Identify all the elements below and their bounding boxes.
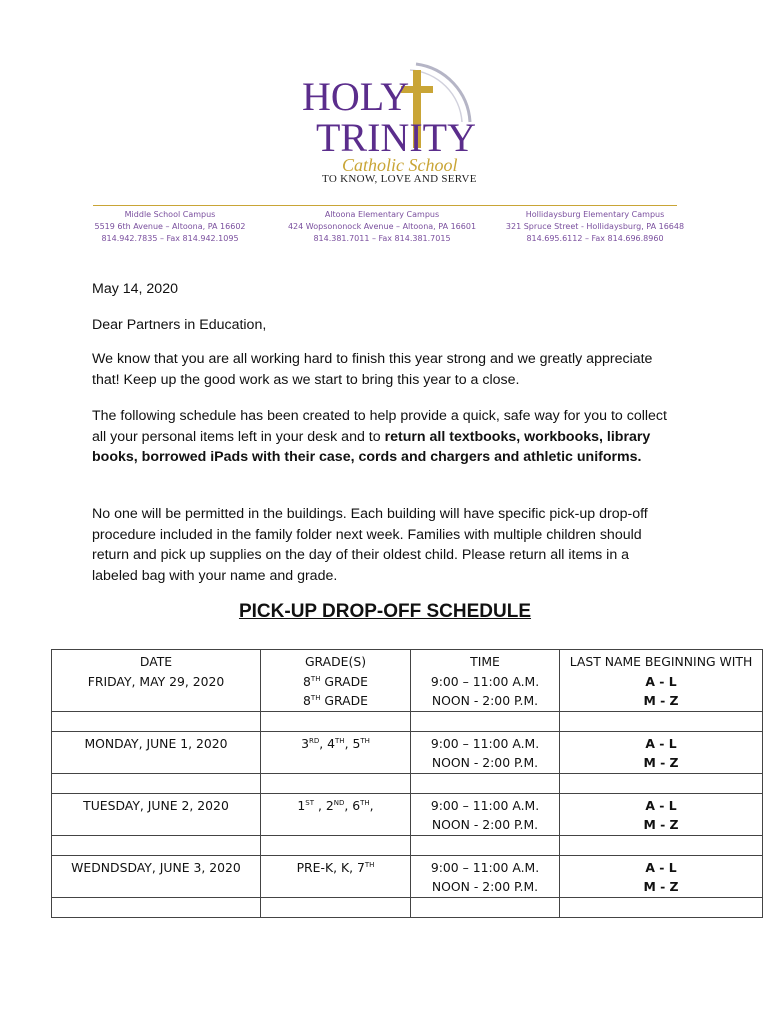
letter-paragraph-3: No one will be permitted in the buildings. Each building will have specific pick-up drop-off procedure included in the family folder next week. Families with multiple children should return and pick up supplies on the day of their oldest child. Please return all items in a labeled bag with your name and grade. <box>92 506 648 584</box>
row-letters: A - L <box>645 735 677 751</box>
school-logo <box>298 56 476 188</box>
row-date: TUESDAY, JUNE 2, 2020 <box>83 797 229 813</box>
row-date: FRIDAY, MAY 29, 2020 <box>87 673 225 689</box>
row-time: NOON - 2:00 P.M. <box>431 693 539 708</box>
grade-cell <box>261 855 411 897</box>
paragraph-2-text: The following schedule has been created to help provide a quick, safe way for you to collect all your personal items left in your desk and to <box>92 408 667 445</box>
logo-line3: Catholic School <box>342 155 458 175</box>
time-cell <box>411 855 560 897</box>
row-letters: A - L <box>645 859 677 875</box>
header-last-name: LAST NAME BEGINNING WITH <box>569 654 753 669</box>
row-letters: A - L <box>645 797 677 813</box>
letters-cell <box>560 793 763 835</box>
row-time: 9:00 – 11:00 A.M. <box>430 859 540 875</box>
letters-cell <box>560 731 763 773</box>
letters-cell <box>560 650 763 712</box>
time-cell <box>411 650 560 712</box>
paragraph-2-bold: return all textbooks, workbooks, library books, borrowed iPads with their case, cords and chargers and athletic uniforms. <box>92 428 651 465</box>
schedule-table <box>51 649 763 918</box>
table-row <box>52 835 763 855</box>
table-row <box>52 897 763 917</box>
logo-line1: HOLY <box>302 74 410 119</box>
row-grade: PRE-K, K, 7TH <box>296 859 375 875</box>
row-letters: M - Z <box>643 817 679 832</box>
row-letters: M - Z <box>643 879 679 894</box>
logo-graphic <box>298 56 476 188</box>
campus-name: Hollidaysburg Elementary Campus <box>525 210 665 219</box>
campus-phone: 814.381.7011 – Fax 814.381.7015 <box>313 234 451 243</box>
row-grade: 8TH GRADE <box>303 673 368 689</box>
logo-line2: TRINITY <box>316 115 476 160</box>
date-cell <box>52 855 261 897</box>
campus-address: 321 Spruce Street - Hollidaysburg, PA 16648 <box>505 222 685 231</box>
row-date: MONDAY, JUNE 1, 2020 <box>84 735 228 751</box>
row-time: 9:00 – 11:00 A.M. <box>430 797 540 813</box>
grade-cell <box>261 650 411 712</box>
row-letters: M - Z <box>643 755 679 770</box>
campus-phone: 814.695.6112 – Fax 814.696.8960 <box>526 234 664 243</box>
header-time: TIME <box>470 654 500 669</box>
campus-altoona-elementary <box>262 209 502 245</box>
date-cell <box>52 731 261 773</box>
letter-paragraph-1: We know that you are all working hard to finish this year strong and we greatly appreciate that! Keep up the good work as we start to bring this year to a close. <box>92 351 653 388</box>
header-grades: GRADE(S) <box>304 654 367 669</box>
campus-hollidaysburg-elementary <box>500 209 690 245</box>
row-time: NOON - 2:00 P.M. <box>431 817 539 832</box>
letter-greeting: Dear Partners in Education, <box>92 317 267 333</box>
time-cell <box>411 731 560 773</box>
campus-address: 5519 6th Avenue – Altoona, PA 16602 <box>94 222 246 231</box>
row-time: NOON - 2:00 P.M. <box>431 879 539 894</box>
campus-middle-school <box>80 209 260 245</box>
letter-paragraph-2 <box>92 406 672 468</box>
table-row <box>52 793 763 835</box>
row-grade: 8TH GRADE <box>303 693 368 708</box>
grade-cell <box>261 793 411 835</box>
date-cell <box>52 650 261 712</box>
logo-tagline: TO KNOW, LOVE AND SERVE <box>322 173 477 185</box>
table-row <box>52 855 763 897</box>
header-rule <box>93 205 677 206</box>
row-grade: 1ST , 2ND, 6TH, <box>297 797 374 813</box>
grade-cell <box>261 731 411 773</box>
header-date: DATE <box>139 654 173 669</box>
row-grade: 3RD, 4TH, 5TH <box>301 735 370 751</box>
campus-name: Altoona Elementary Campus <box>324 210 440 219</box>
row-letters: A - L <box>645 673 677 689</box>
campus-phone: 814.942.7835 – Fax 814.942.1095 <box>101 234 239 243</box>
letters-cell <box>560 855 763 897</box>
table-row <box>52 731 763 773</box>
schedule-title: PICK-UP DROP-OFF SCHEDULE <box>238 601 532 622</box>
row-time: 9:00 – 11:00 A.M. <box>430 673 540 689</box>
time-cell <box>411 793 560 835</box>
letter-date: May 14, 2020 <box>92 281 178 297</box>
row-time: 9:00 – 11:00 A.M. <box>430 735 540 751</box>
row-time: NOON - 2:00 P.M. <box>431 755 539 770</box>
table-row <box>52 773 763 793</box>
row-date: WEDNDSDAY, JUNE 3, 2020 <box>71 859 241 875</box>
campus-name: Middle School Campus <box>124 210 216 219</box>
table-row <box>52 711 763 731</box>
table-row <box>52 650 763 712</box>
campus-address: 424 Wopsononock Avenue – Altoona, PA 16601 <box>287 222 477 231</box>
row-letters: M - Z <box>643 693 679 708</box>
date-cell <box>52 793 261 835</box>
